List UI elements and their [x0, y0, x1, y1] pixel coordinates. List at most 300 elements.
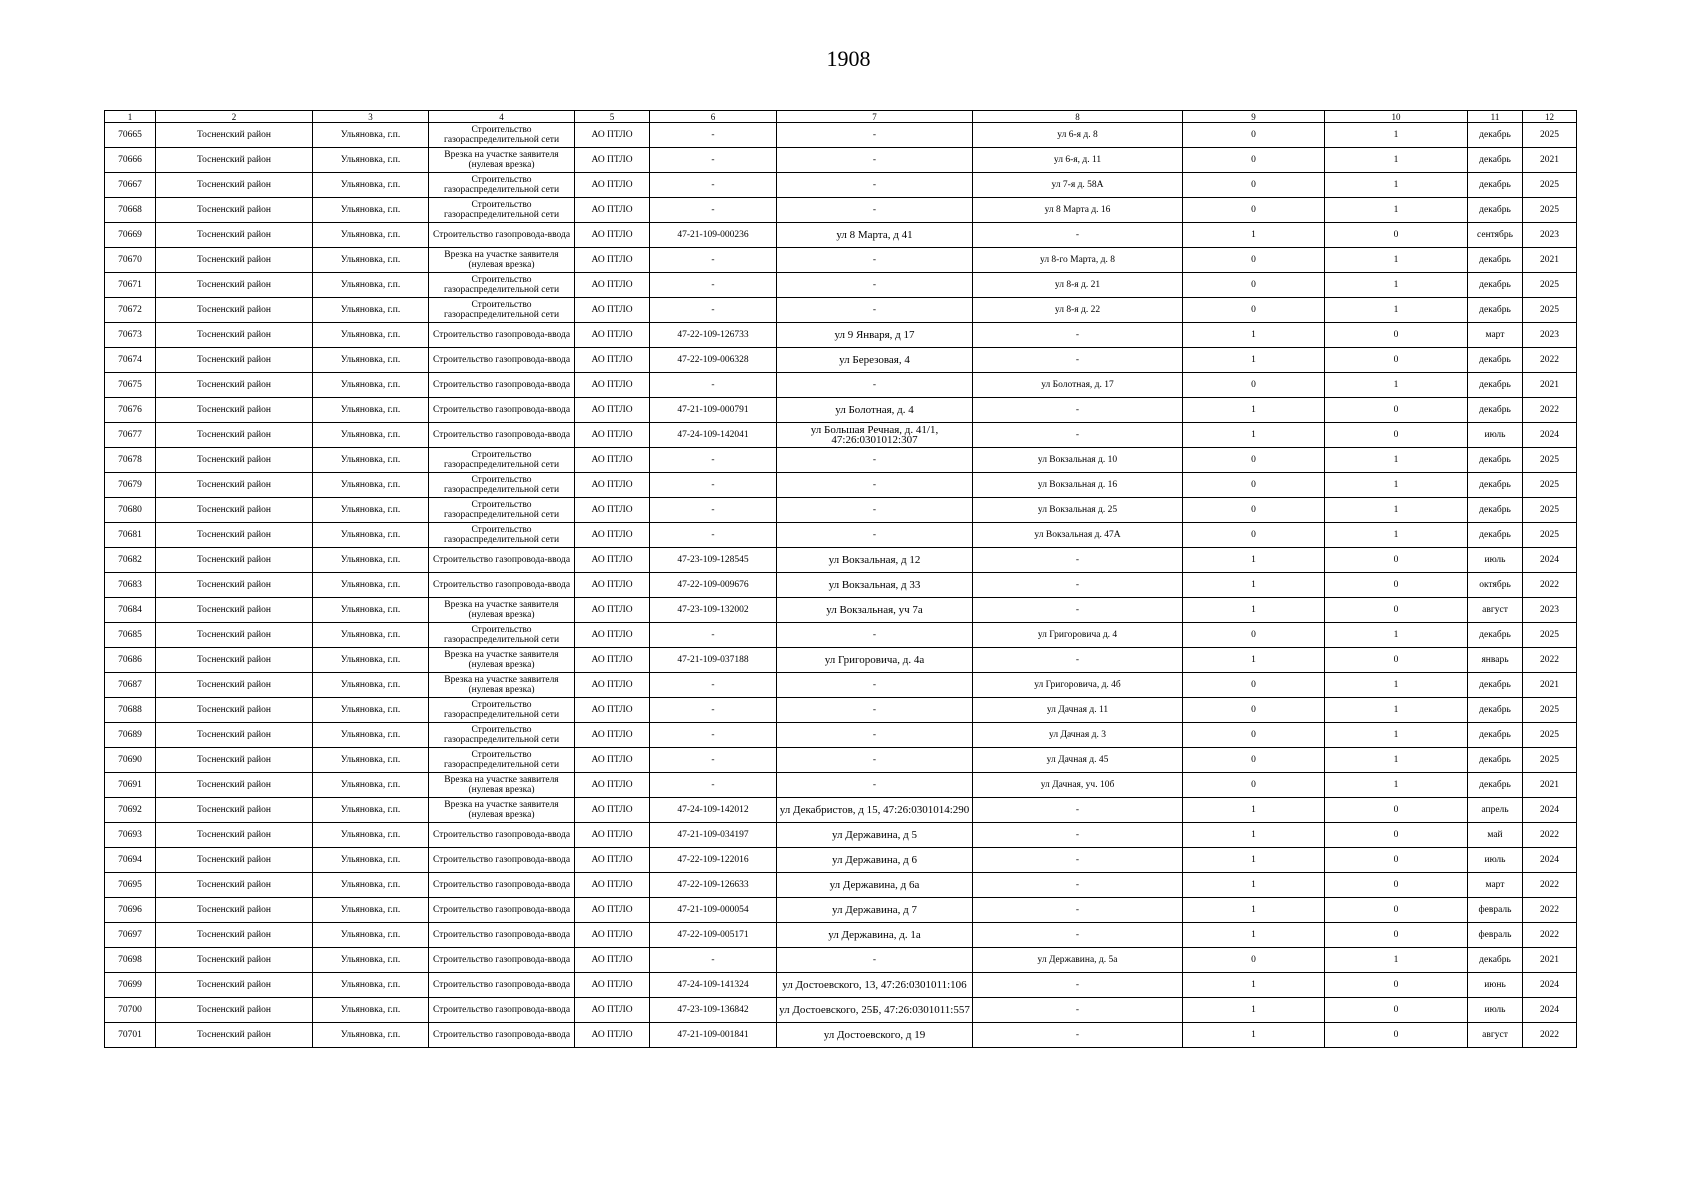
cell-work-type: Врезка на участке заявителя (нулевая врезка): [429, 673, 575, 698]
cell-work-type: Строительство газораспределительной сети: [429, 748, 575, 773]
cell-settlement: Ульяновка, г.п.: [313, 248, 429, 273]
column-header-7: 7: [777, 111, 973, 123]
cell-work-type: Строительство газопровода-ввода: [429, 423, 575, 448]
cell-address-by-application: ул Достоевского, 13, 47:26:0301011:106: [777, 973, 973, 998]
cell-work-type: Строительство газопровода-ввода: [429, 573, 575, 598]
cell-year: 2025: [1523, 298, 1577, 323]
cell-organization: АО ПТЛО: [575, 898, 650, 923]
cell-settlement: Ульяновка, г.п.: [313, 573, 429, 598]
cell-application-number: -: [650, 773, 777, 798]
cell-month: июль: [1468, 998, 1523, 1023]
cell-month: декабрь: [1468, 948, 1523, 973]
cell-year: 2025: [1523, 698, 1577, 723]
cell-work-type: Строительство газопровода-ввода: [429, 348, 575, 373]
cell-address-by-application: -: [777, 698, 973, 723]
cell-count-b: 0: [1325, 223, 1468, 248]
cell-count-a: 1: [1183, 223, 1325, 248]
table-row: [105, 923, 1577, 948]
cell-count-b: 0: [1325, 1023, 1468, 1048]
cell-application-number: 47-21-109-000054: [650, 898, 777, 923]
cell-address: ул 6-я д. 8: [973, 123, 1183, 148]
cell-district: Тосненский район: [156, 998, 313, 1023]
cell-application-number: -: [650, 448, 777, 473]
cell-address: ул Дачная д. 11: [973, 698, 1183, 723]
cell-record-id: 70683: [105, 573, 156, 598]
cell-address-by-application: -: [777, 273, 973, 298]
cell-work-type: Строительство газораспределительной сети: [429, 273, 575, 298]
table-row: [105, 973, 1577, 998]
cell-district: Тосненский район: [156, 598, 313, 623]
cell-count-a: 1: [1183, 973, 1325, 998]
cell-count-b: 0: [1325, 348, 1468, 373]
cell-count-a: 1: [1183, 398, 1325, 423]
cell-application-number: 47-22-109-126633: [650, 873, 777, 898]
cell-month: декабрь: [1468, 148, 1523, 173]
cell-month: декабрь: [1468, 173, 1523, 198]
cell-count-a: 0: [1183, 698, 1325, 723]
cell-organization: АО ПТЛО: [575, 373, 650, 398]
cell-count-b: 0: [1325, 548, 1468, 573]
cell-count-b: 0: [1325, 648, 1468, 673]
cell-address-by-application: ул Державина, д 5: [777, 823, 973, 848]
cell-month: апрель: [1468, 798, 1523, 823]
column-header-12: 12: [1523, 111, 1577, 123]
cell-address-by-application: ул Достоевского, 25Б, 47:26:0301011:557: [777, 998, 973, 1023]
cell-district: Тосненский район: [156, 698, 313, 723]
table-row: [105, 948, 1577, 973]
cell-settlement: Ульяновка, г.п.: [313, 498, 429, 523]
cell-record-id: 70671: [105, 273, 156, 298]
cell-month: июль: [1468, 848, 1523, 873]
cell-record-id: 70669: [105, 223, 156, 248]
cell-year: 2021: [1523, 148, 1577, 173]
cell-application-number: 47-22-109-126733: [650, 323, 777, 348]
cell-organization: АО ПТЛО: [575, 423, 650, 448]
cell-address: -: [973, 548, 1183, 573]
cell-month: декабрь: [1468, 298, 1523, 323]
cell-count-a: 0: [1183, 623, 1325, 648]
cell-application-number: 47-24-109-141324: [650, 973, 777, 998]
cell-settlement: Ульяновка, г.п.: [313, 348, 429, 373]
cell-count-b: 0: [1325, 798, 1468, 823]
table-row: [105, 723, 1577, 748]
cell-organization: АО ПТЛО: [575, 498, 650, 523]
cell-address-by-application: -: [777, 723, 973, 748]
cell-month: июнь: [1468, 973, 1523, 998]
table-row: [105, 848, 1577, 873]
cell-organization: АО ПТЛО: [575, 298, 650, 323]
cell-application-number: 47-24-109-142012: [650, 798, 777, 823]
cell-address-by-application: ул Декабристов, д 15, 47:26:0301014:290: [777, 798, 973, 823]
column-header-9: 9: [1183, 111, 1325, 123]
cell-year: 2021: [1523, 773, 1577, 798]
table-row: [105, 173, 1577, 198]
cell-application-number: -: [650, 173, 777, 198]
cell-month: март: [1468, 873, 1523, 898]
cell-count-a: 0: [1183, 523, 1325, 548]
cell-address: -: [973, 323, 1183, 348]
cell-count-b: 1: [1325, 773, 1468, 798]
cell-year: 2022: [1523, 348, 1577, 373]
cell-settlement: Ульяновка, г.п.: [313, 873, 429, 898]
cell-organization: АО ПТЛО: [575, 398, 650, 423]
cell-application-number: 47-22-109-122016: [650, 848, 777, 873]
cell-record-id: 70700: [105, 998, 156, 1023]
cell-month: август: [1468, 598, 1523, 623]
cell-year: 2025: [1523, 748, 1577, 773]
cell-district: Тосненский район: [156, 873, 313, 898]
cell-address-by-application: ул Вокзальная, д 33: [777, 573, 973, 598]
cell-address: ул 8-я д. 22: [973, 298, 1183, 323]
table-row: [105, 648, 1577, 673]
cell-application-number: 47-23-109-136842: [650, 998, 777, 1023]
cell-settlement: Ульяновка, г.п.: [313, 773, 429, 798]
cell-count-b: 1: [1325, 948, 1468, 973]
cell-settlement: Ульяновка, г.п.: [313, 448, 429, 473]
table-row: [105, 698, 1577, 723]
cell-count-a: 1: [1183, 898, 1325, 923]
cell-district: Тосненский район: [156, 498, 313, 523]
cell-record-id: 70675: [105, 373, 156, 398]
cell-count-a: 1: [1183, 923, 1325, 948]
cell-work-type: Строительство газопровода-ввода: [429, 998, 575, 1023]
cell-count-b: 1: [1325, 623, 1468, 648]
cell-year: 2025: [1523, 523, 1577, 548]
cell-count-b: 1: [1325, 698, 1468, 723]
cell-address: ул 8-я д. 21: [973, 273, 1183, 298]
cell-work-type: Строительство газораспределительной сети: [429, 623, 575, 648]
cell-application-number: 47-23-109-132002: [650, 598, 777, 623]
cell-address: -: [973, 798, 1183, 823]
cell-count-a: 0: [1183, 473, 1325, 498]
cell-address-by-application: ул Державина, д. 1а: [777, 923, 973, 948]
cell-record-id: 70674: [105, 348, 156, 373]
cell-organization: АО ПТЛО: [575, 598, 650, 623]
cell-count-a: 1: [1183, 423, 1325, 448]
cell-settlement: Ульяновка, г.п.: [313, 123, 429, 148]
cell-year: 2024: [1523, 998, 1577, 1023]
cell-address: -: [973, 998, 1183, 1023]
cell-district: Тосненский район: [156, 773, 313, 798]
cell-settlement: Ульяновка, г.п.: [313, 373, 429, 398]
cell-organization: АО ПТЛО: [575, 648, 650, 673]
cell-address-by-application: ул Березовая, 4: [777, 348, 973, 373]
cell-address: -: [973, 1023, 1183, 1048]
cell-year: 2022: [1523, 873, 1577, 898]
cell-year: 2021: [1523, 948, 1577, 973]
table-row: [105, 1023, 1577, 1048]
cell-district: Тосненский район: [156, 198, 313, 223]
cell-district: Тосненский район: [156, 973, 313, 998]
cell-district: Тосненский район: [156, 348, 313, 373]
cell-year: 2021: [1523, 373, 1577, 398]
cell-count-b: 0: [1325, 823, 1468, 848]
cell-work-type: Строительство газопровода-ввода: [429, 548, 575, 573]
cell-year: 2022: [1523, 573, 1577, 598]
cell-count-a: 0: [1183, 448, 1325, 473]
cell-month: июль: [1468, 423, 1523, 448]
cell-district: Тосненский район: [156, 298, 313, 323]
cell-count-a: 0: [1183, 748, 1325, 773]
cell-application-number: 47-21-109-000791: [650, 398, 777, 423]
cell-work-type: Врезка на участке заявителя (нулевая врезка): [429, 773, 575, 798]
cell-record-id: 70692: [105, 798, 156, 823]
cell-count-b: 1: [1325, 473, 1468, 498]
cell-year: 2021: [1523, 248, 1577, 273]
cell-month: декабрь: [1468, 248, 1523, 273]
cell-district: Тосненский район: [156, 273, 313, 298]
cell-organization: АО ПТЛО: [575, 773, 650, 798]
cell-count-a: 1: [1183, 998, 1325, 1023]
cell-count-a: 1: [1183, 848, 1325, 873]
column-header-1: 1: [105, 111, 156, 123]
cell-address-by-application: -: [777, 748, 973, 773]
cell-month: декабрь: [1468, 273, 1523, 298]
cell-organization: АО ПТЛО: [575, 748, 650, 773]
cell-organization: АО ПТЛО: [575, 873, 650, 898]
table-row: [105, 323, 1577, 348]
cell-address: ул Григоровича, д. 4б: [973, 673, 1183, 698]
cell-month: декабрь: [1468, 523, 1523, 548]
cell-address-by-application: ул Большая Речная, д. 41/1, 47:26:0301012:307: [777, 423, 973, 448]
cell-record-id: 70696: [105, 898, 156, 923]
table-row: [105, 198, 1577, 223]
cell-count-b: 1: [1325, 498, 1468, 523]
cell-month: январь: [1468, 648, 1523, 673]
cell-application-number: -: [650, 948, 777, 973]
cell-count-b: 0: [1325, 873, 1468, 898]
cell-district: Тосненский район: [156, 648, 313, 673]
cell-application-number: -: [650, 673, 777, 698]
cell-settlement: Ульяновка, г.п.: [313, 398, 429, 423]
cell-month: август: [1468, 1023, 1523, 1048]
cell-month: декабрь: [1468, 373, 1523, 398]
cell-address: -: [973, 873, 1183, 898]
cell-count-b: 1: [1325, 748, 1468, 773]
cell-year: 2025: [1523, 123, 1577, 148]
cell-district: Тосненский район: [156, 673, 313, 698]
cell-work-type: Строительство газораспределительной сети: [429, 723, 575, 748]
cell-address: ул 6-я, д. 11: [973, 148, 1183, 173]
cell-record-id: 70686: [105, 648, 156, 673]
table-row: [105, 498, 1577, 523]
cell-district: Тосненский район: [156, 898, 313, 923]
cell-settlement: Ульяновка, г.п.: [313, 223, 429, 248]
cell-application-number: 47-23-109-128545: [650, 548, 777, 573]
cell-address: ул Вокзальная д. 47А: [973, 523, 1183, 548]
table-row: [105, 548, 1577, 573]
cell-address-by-application: -: [777, 123, 973, 148]
table-row: [105, 823, 1577, 848]
cell-count-b: 1: [1325, 448, 1468, 473]
cell-settlement: Ульяновка, г.п.: [313, 673, 429, 698]
cell-count-a: 0: [1183, 248, 1325, 273]
cell-work-type: Строительство газопровода-ввода: [429, 848, 575, 873]
cell-application-number: -: [650, 748, 777, 773]
cell-district: Тосненский район: [156, 573, 313, 598]
cell-address-by-application: -: [777, 373, 973, 398]
cell-settlement: Ульяновка, г.п.: [313, 298, 429, 323]
cell-district: Тосненский район: [156, 423, 313, 448]
table-row: [105, 523, 1577, 548]
cell-application-number: 47-21-109-037188: [650, 648, 777, 673]
cell-settlement: Ульяновка, г.п.: [313, 623, 429, 648]
cell-address: -: [973, 398, 1183, 423]
cell-settlement: Ульяновка, г.п.: [313, 1023, 429, 1048]
cell-year: 2024: [1523, 798, 1577, 823]
cell-application-number: -: [650, 148, 777, 173]
cell-month: декабрь: [1468, 673, 1523, 698]
cell-record-id: 70685: [105, 623, 156, 648]
cell-count-a: 1: [1183, 873, 1325, 898]
cell-application-number: 47-22-109-005171: [650, 923, 777, 948]
cell-work-type: Строительство газораспределительной сети: [429, 173, 575, 198]
cell-organization: АО ПТЛО: [575, 923, 650, 948]
cell-year: 2024: [1523, 423, 1577, 448]
cell-application-number: -: [650, 523, 777, 548]
cell-count-b: 0: [1325, 573, 1468, 598]
cell-organization: АО ПТЛО: [575, 998, 650, 1023]
cell-count-a: 1: [1183, 1023, 1325, 1048]
cell-application-number: -: [650, 123, 777, 148]
cell-application-number: -: [650, 623, 777, 648]
cell-settlement: Ульяновка, г.п.: [313, 148, 429, 173]
cell-address: ул Дачная д. 3: [973, 723, 1183, 748]
cell-count-a: 0: [1183, 148, 1325, 173]
cell-organization: АО ПТЛО: [575, 223, 650, 248]
cell-address: ул Григоровича д. 4: [973, 623, 1183, 648]
cell-count-b: 0: [1325, 323, 1468, 348]
cell-address: -: [973, 423, 1183, 448]
cell-settlement: Ульяновка, г.п.: [313, 723, 429, 748]
table-row: [105, 473, 1577, 498]
cell-application-number: -: [650, 723, 777, 748]
cell-year: 2025: [1523, 448, 1577, 473]
cell-year: 2024: [1523, 548, 1577, 573]
cell-month: декабрь: [1468, 123, 1523, 148]
table-row: [105, 148, 1577, 173]
cell-record-id: 70681: [105, 523, 156, 548]
cell-work-type: Строительство газораспределительной сети: [429, 473, 575, 498]
cell-month: декабрь: [1468, 198, 1523, 223]
column-header-10: 10: [1325, 111, 1468, 123]
table-row: [105, 673, 1577, 698]
cell-work-type: Строительство газопровода-ввода: [429, 398, 575, 423]
cell-month: декабрь: [1468, 623, 1523, 648]
cell-record-id: 70682: [105, 548, 156, 573]
cell-application-number: -: [650, 198, 777, 223]
cell-record-id: 70665: [105, 123, 156, 148]
cell-record-id: 70676: [105, 398, 156, 423]
cell-address: ул Болотная, д. 17: [973, 373, 1183, 398]
cell-record-id: 70668: [105, 198, 156, 223]
cell-address-by-application: ул Державина, д 6: [777, 848, 973, 873]
cell-record-id: 70689: [105, 723, 156, 748]
table-row: [105, 573, 1577, 598]
cell-month: декабрь: [1468, 773, 1523, 798]
cell-address: -: [973, 223, 1183, 248]
cell-address: ул Вокзальная д. 16: [973, 473, 1183, 498]
cell-record-id: 70693: [105, 823, 156, 848]
cell-count-a: 0: [1183, 198, 1325, 223]
cell-district: Тосненский район: [156, 123, 313, 148]
cell-count-b: 1: [1325, 173, 1468, 198]
cell-address: ул Державина, д. 5а: [973, 948, 1183, 973]
cell-month: декабрь: [1468, 723, 1523, 748]
cell-organization: АО ПТЛО: [575, 523, 650, 548]
column-header-3: 3: [313, 111, 429, 123]
cell-address: -: [973, 898, 1183, 923]
table-row: [105, 623, 1577, 648]
cell-application-number: -: [650, 273, 777, 298]
cell-address: ул 7-я д. 58А: [973, 173, 1183, 198]
cell-address: -: [973, 648, 1183, 673]
cell-application-number: -: [650, 248, 777, 273]
cell-address-by-application: ул Вокзальная, д 12: [777, 548, 973, 573]
cell-district: Тосненский район: [156, 748, 313, 773]
cell-record-id: 70694: [105, 848, 156, 873]
cell-work-type: Строительство газораспределительной сети: [429, 523, 575, 548]
cell-year: 2022: [1523, 823, 1577, 848]
cell-month: декабрь: [1468, 348, 1523, 373]
cell-address-by-application: -: [777, 773, 973, 798]
cell-district: Тосненский район: [156, 473, 313, 498]
cell-work-type: Строительство газопровода-ввода: [429, 973, 575, 998]
cell-organization: АО ПТЛО: [575, 723, 650, 748]
cell-application-number: 47-21-109-034197: [650, 823, 777, 848]
cell-year: 2025: [1523, 273, 1577, 298]
cell-settlement: Ульяновка, г.п.: [313, 848, 429, 873]
cell-address-by-application: -: [777, 623, 973, 648]
cell-organization: АО ПТЛО: [575, 148, 650, 173]
cell-month: сентябрь: [1468, 223, 1523, 248]
cell-address-by-application: -: [777, 248, 973, 273]
cell-address: ул Вокзальная д. 25: [973, 498, 1183, 523]
cell-count-b: 1: [1325, 273, 1468, 298]
cell-year: 2025: [1523, 723, 1577, 748]
cell-address-by-application: -: [777, 148, 973, 173]
cell-organization: АО ПТЛО: [575, 198, 650, 223]
cell-settlement: Ульяновка, г.п.: [313, 948, 429, 973]
cell-count-a: 0: [1183, 773, 1325, 798]
cell-count-a: 0: [1183, 948, 1325, 973]
cell-work-type: Строительство газопровода-ввода: [429, 1023, 575, 1048]
cell-year: 2025: [1523, 173, 1577, 198]
cell-settlement: Ульяновка, г.п.: [313, 698, 429, 723]
cell-organization: АО ПТЛО: [575, 848, 650, 873]
cell-count-b: 1: [1325, 523, 1468, 548]
table-body: [105, 123, 1577, 1048]
cell-organization: АО ПТЛО: [575, 448, 650, 473]
cell-count-b: 0: [1325, 898, 1468, 923]
cell-count-a: 1: [1183, 348, 1325, 373]
cell-count-a: 0: [1183, 673, 1325, 698]
cell-count-a: 1: [1183, 648, 1325, 673]
cell-address-by-application: ул Достоевского, д 19: [777, 1023, 973, 1048]
cell-district: Тосненский район: [156, 223, 313, 248]
table-row: [105, 798, 1577, 823]
cell-count-b: 0: [1325, 973, 1468, 998]
cell-settlement: Ульяновка, г.п.: [313, 923, 429, 948]
cell-organization: АО ПТЛО: [575, 823, 650, 848]
cell-settlement: Ульяновка, г.п.: [313, 323, 429, 348]
cell-address-by-application: -: [777, 523, 973, 548]
cell-district: Тосненский район: [156, 373, 313, 398]
cell-address-by-application: ул Григоровича, д. 4а: [777, 648, 973, 673]
cell-application-number: 47-22-109-006328: [650, 348, 777, 373]
cell-district: Тосненский район: [156, 323, 313, 348]
cell-year: 2023: [1523, 323, 1577, 348]
